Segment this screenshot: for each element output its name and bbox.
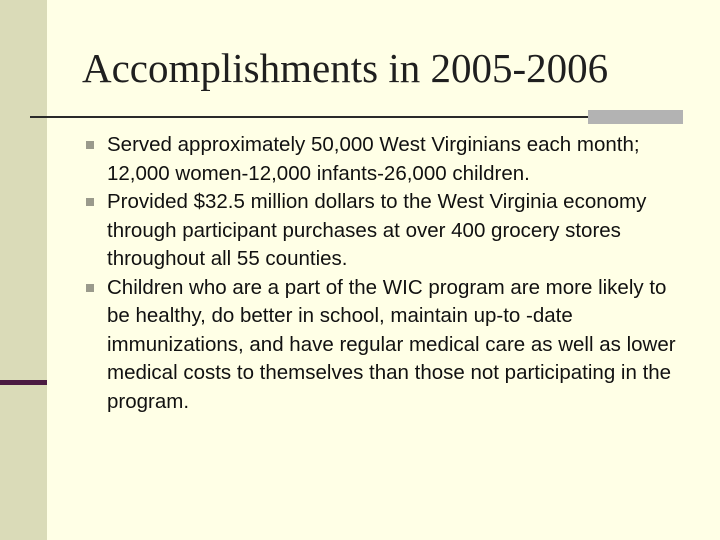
slide-title: Accomplishments in 2005-2006 [82, 45, 609, 91]
title-underline [30, 116, 680, 118]
bullet-list [85, 131, 690, 416]
square-bullet-icon [86, 284, 94, 292]
list-item [85, 274, 690, 417]
left-accent-stripe [0, 380, 47, 385]
bullet-text: Children who are a part of the WIC program are more likely to be healthy, do better in school, maintain up-to -date immunizations, and have regular medical care as well as lower medical costs to themselves than those not participating in the program. [107, 275, 676, 413]
list-item [85, 188, 690, 274]
left-decorative-bar [0, 0, 47, 540]
square-bullet-icon [86, 141, 94, 149]
title-underline-accent [588, 110, 683, 124]
square-bullet-icon [86, 198, 94, 206]
bullet-text: Served approximately 50,000 West Virginians each month; 12,000 women-12,000 infants-26,000 children. [107, 133, 640, 185]
bullet-text: Provided $32.5 million dollars to the West Virginia economy through participant purchases at over 400 grocery stores throughout all 55 counties. [107, 190, 647, 270]
list-item [85, 131, 690, 188]
